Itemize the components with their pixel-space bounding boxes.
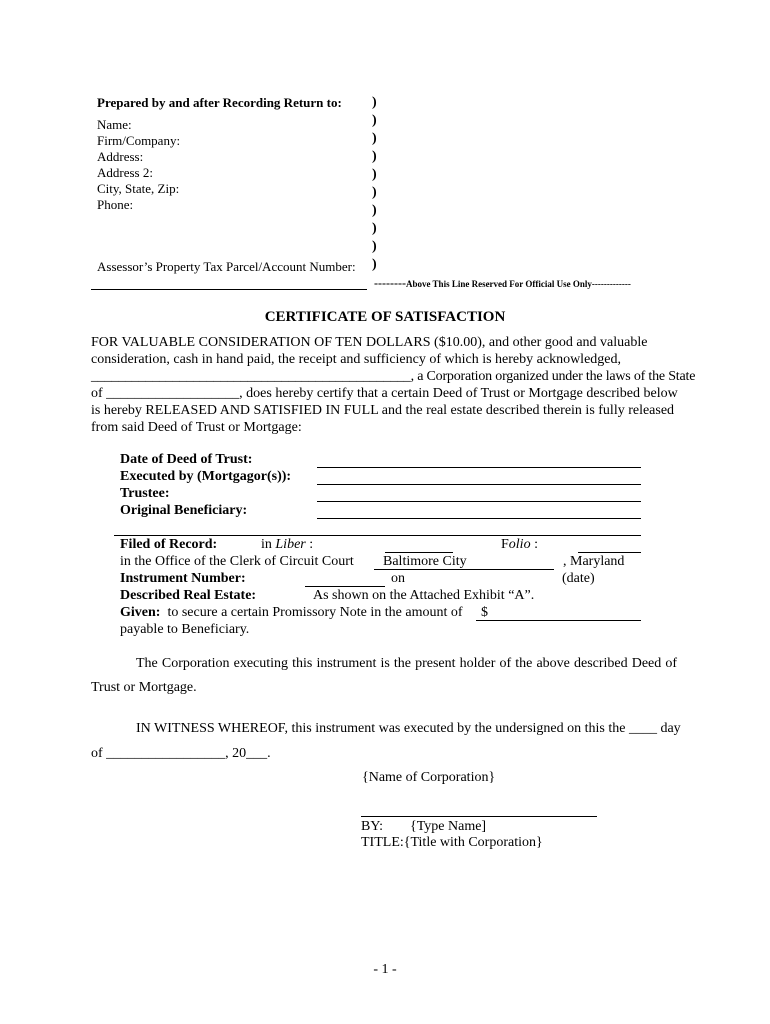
name-label: Name: xyxy=(97,117,132,132)
given-label: Given: xyxy=(120,605,161,620)
title-field xyxy=(361,835,543,851)
paren: ) xyxy=(372,203,377,218)
holder-line-2: Trust or Mortgage. xyxy=(91,680,197,695)
city-state-zip-label: City, State, Zip: xyxy=(97,181,180,196)
title-label: TITLE: xyxy=(361,835,404,850)
folio-field xyxy=(501,537,538,553)
title-value: {Title with Corporation} xyxy=(403,835,543,850)
executed-by-line xyxy=(317,484,641,485)
folio-line xyxy=(578,552,641,553)
instrument-number-line xyxy=(305,586,385,587)
paren: ) xyxy=(372,221,377,236)
reserved-tail: ------------- xyxy=(591,279,631,289)
described-real-estate-label: Described Real Estate: xyxy=(120,588,257,603)
instrument-number-label: Instrument Number: xyxy=(120,571,246,586)
trustee-line xyxy=(317,501,641,502)
date-text: (date) xyxy=(562,571,595,586)
amount-line xyxy=(476,620,641,621)
phone-label: Phone: xyxy=(97,197,134,212)
given-line xyxy=(120,605,463,621)
original-beneficiary-label: Original Beneficiary: xyxy=(120,503,248,518)
page-title: CERTIFICATE OF SATISFACTION xyxy=(264,309,506,325)
folio-colon: : xyxy=(530,537,538,552)
reserved-text: Above This Line Reserved For Official Use Only xyxy=(405,279,592,289)
address-label: Address: xyxy=(97,149,144,164)
trustee-label: Trustee: xyxy=(120,486,170,501)
given-text: to secure a certain Promissory Note in the amount of xyxy=(167,605,463,620)
city-value: Baltimore City xyxy=(383,554,467,569)
by-label: BY: xyxy=(361,819,384,834)
corporation-name: {Name of Corporation} xyxy=(362,770,496,785)
intro-line-4: of ___________________, does hereby certify that a certain Deed of Trust or Mortgage described below xyxy=(91,386,678,401)
witness-line-2: of _________________, 20___. xyxy=(91,746,271,761)
holder-line-1: The Corporation executing this instrument is the present holder of the above described Deed of xyxy=(136,656,678,671)
type-name: {Type Name] xyxy=(410,819,487,834)
liber-colon: : xyxy=(305,537,314,552)
city-line xyxy=(374,569,554,570)
liber-line xyxy=(385,552,453,553)
signature-line xyxy=(361,816,597,817)
folio-prefix: F xyxy=(501,537,509,552)
paren: ) xyxy=(372,149,377,164)
paren: ) xyxy=(372,239,377,254)
described-real-estate-value: As shown on the Attached Exhibit “A”. xyxy=(313,588,535,603)
intro-line-5: is hereby RELEASED AND SATISFIED IN FULL and the real estate described therein is fully released xyxy=(91,403,675,418)
paren: ) xyxy=(372,167,377,182)
in-text: in xyxy=(261,537,276,552)
reserved-line xyxy=(374,276,631,292)
date-of-deed-label: Date of Deed of Trust: xyxy=(120,452,253,467)
paren: ) xyxy=(372,95,377,110)
page-number: - 1 - xyxy=(373,962,397,977)
witness-line-1: IN WITNESS WHEREOF, this instrument was executed by the undersigned on this the ____ day xyxy=(136,721,681,736)
intro-line-1: FOR VALUABLE CONSIDERATION OF TEN DOLLARS ($10.00), and other good and valuable xyxy=(91,335,648,350)
liber-field xyxy=(261,537,313,553)
liber-text: Liber xyxy=(275,537,306,552)
assessor-underline xyxy=(91,289,367,290)
paren: ) xyxy=(372,113,377,128)
dollar-sign: $ xyxy=(481,605,488,620)
original-beneficiary-line xyxy=(317,518,641,519)
intro-line-2: consideration, cash in hand paid, the receipt and sufficiency of which is hereby acknowledged, xyxy=(91,352,622,367)
paren: ) xyxy=(372,185,377,200)
intro-line-6: from said Deed of Trust or Mortgage: xyxy=(91,420,302,435)
state-text: , Maryland xyxy=(563,554,625,569)
prepared-by-label: Prepared by and after Recording Return to: xyxy=(97,95,342,110)
filed-of-record-label: Filed of Record: xyxy=(120,537,218,552)
separator-line xyxy=(114,535,641,536)
paren: ) xyxy=(372,257,377,272)
firm-label: Firm/Company: xyxy=(97,133,181,148)
assessor-label: Assessor’s Property Tax Parcel/Account Number: xyxy=(97,259,356,274)
intro-line-3: _______________________________________________, a Corporation organized under the laws of the State xyxy=(91,369,696,384)
on-text: on xyxy=(391,571,405,586)
date-of-deed-line xyxy=(317,467,641,468)
office-text: in the Office of the Clerk of Circuit Court xyxy=(120,554,354,569)
executed-by-label: Executed by (Mortgagor(s)): xyxy=(120,469,292,484)
reserved-dashes: -------- xyxy=(374,276,406,290)
paren: ) xyxy=(372,131,377,146)
address2-label: Address 2: xyxy=(97,165,153,180)
payable-text: payable to Beneficiary. xyxy=(120,622,250,637)
folio-text: olio xyxy=(508,537,531,552)
